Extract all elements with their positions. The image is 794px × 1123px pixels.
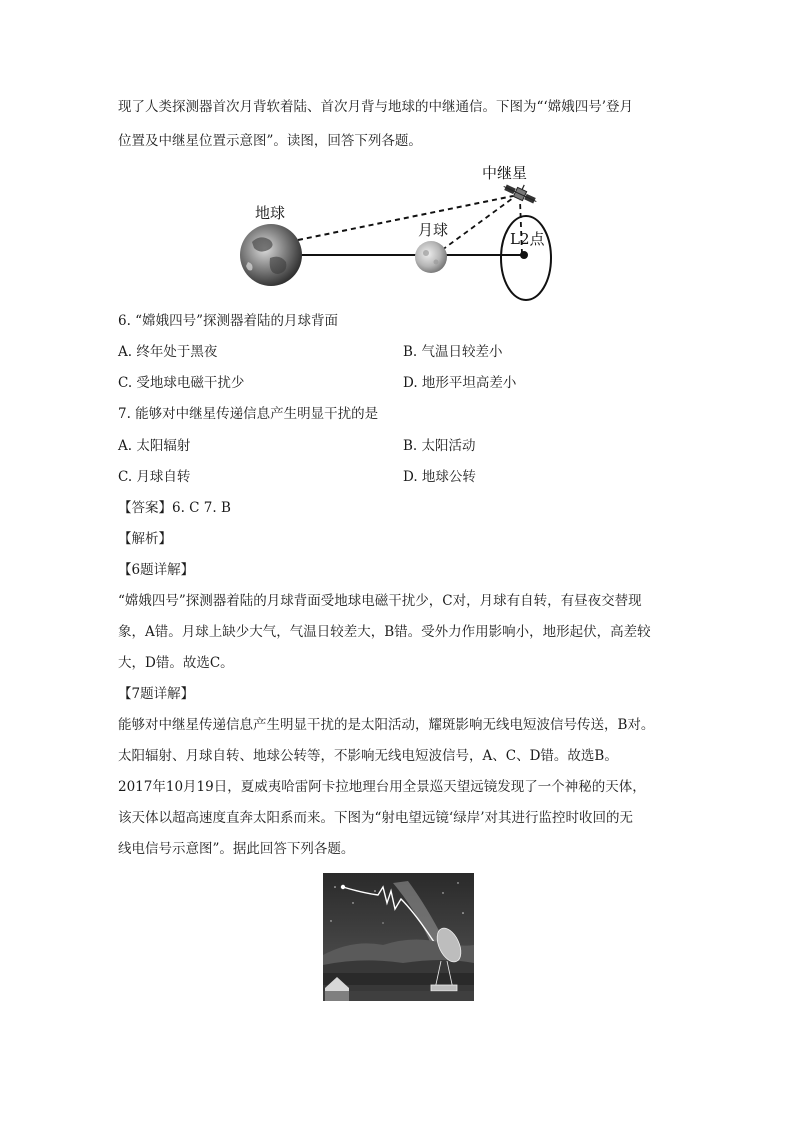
earth-label: 地球 [255, 204, 286, 222]
q7-option-a: A. 太阳辐射 [118, 438, 191, 454]
q7-option-d: D. 地球公转 [403, 469, 476, 485]
intro-line-1: 现了人类探测器首次月背软着陆、首次月背与地球的中继通信。下图为“‘嫦娥四号’登月 [118, 99, 633, 115]
q7-stem: 7. 能够对中继星传递信息产生明显干扰的是 [118, 406, 379, 422]
passage2-line-1: 2017年10月19日，夏威夷哈雷阿卡拉地理台用全景巡天望远镜发现了一个神秘的天体， [118, 779, 646, 795]
q6-stem: 6. “嫦娥四号”探测器着陆的月球背面 [118, 313, 338, 329]
earth-icon [240, 224, 302, 286]
q6-detail-line-1: “嫦娥四号”探测器着陆的月球背面受地球电磁干扰少，C对，月球有自转，有昼夜交替现 [118, 593, 642, 609]
radio-telescope-photo [323, 873, 474, 1001]
moon-icon [415, 241, 447, 273]
q6-option-c: C. 受地球电磁干扰少 [118, 375, 245, 391]
answer-line: 【答案】6. C 7. B [118, 500, 231, 516]
q6-detail-line-2: 象，A错。月球上缺少大气，气温日较差大，B错。受外力作用影响小，地形起伏，高差较 [118, 624, 651, 640]
q6-option-a: A. 终年处于黑夜 [118, 344, 218, 360]
q6-detail-heading: 【6题详解】 [118, 562, 195, 578]
q6-option-b: B. 气温日较差小 [403, 344, 503, 360]
q7-detail-line-2: 太阳辐射、月球自转、地球公转等，不影响无线电短波信号，A、C、D错。故选B。 [118, 748, 618, 764]
q7-option-c: C. 月球自转 [118, 469, 191, 485]
earth-relay-dashed-line [298, 196, 513, 240]
intro-line-2: 位置及中继星位置示意图”。读图，回答下列各题。 [118, 133, 422, 149]
q7-option-b: B. 太阳活动 [403, 438, 476, 454]
relay-satellite-diagram [230, 158, 570, 303]
q6-detail-line-3: 大，D错。故选C。 [118, 655, 234, 671]
passage2-line-2: 该天体以超高速度直奔太阳系而来。下图为“射电望远镜‘绿岸’对其进行监控时收回的无 [118, 810, 633, 826]
analysis-heading: 【解析】 [118, 531, 172, 547]
l2-point-label: L2点 [510, 230, 545, 248]
q7-detail-line-1: 能够对中继星传递信息产生明显干扰的是太阳活动，耀斑影响无线电短波信号传送，B对。 [118, 717, 655, 733]
q6-option-d: D. 地形平坦高差小 [403, 375, 517, 391]
l2-point-dot [520, 251, 528, 259]
moon-label: 月球 [418, 221, 449, 239]
passage2-line-3: 线电信号示意图”。据此回答下列各题。 [118, 841, 355, 857]
q7-detail-heading: 【7题详解】 [118, 686, 195, 702]
relay-satellite-label: 中继星 [482, 164, 528, 182]
